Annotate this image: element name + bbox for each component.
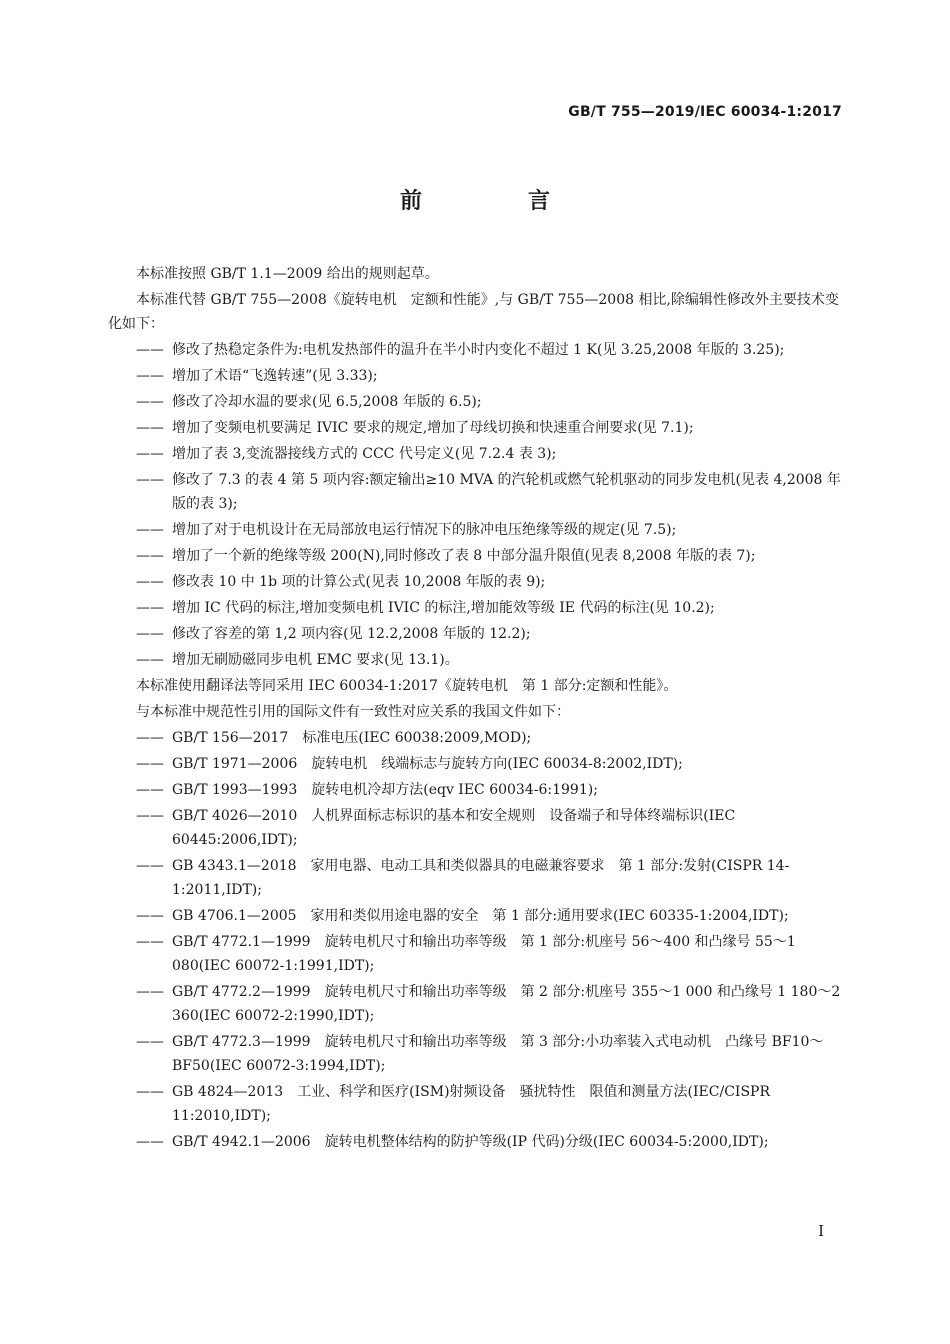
standard-code-header: GB/T 755—2019/IEC 60034-1:2017 [568, 104, 842, 120]
list-item [108, 416, 844, 440]
list-item-text: GB/T 1993—1993 旋转电机冷却方法(eqv IEC 60034-6:1991); [172, 782, 598, 798]
list-item-text: GB/T 4772.2—1999 旋转电机尺寸和输出功率等级 第 2 部分:机座号 355～1 000 和凸缘号 1 180～2 360(IEC 60072-2:1990,IDT); [172, 984, 841, 1024]
list-item [108, 930, 844, 978]
list-item-text: GB/T 4026—2010 人机界面标志标识的基本和安全规则 设备端子和导体终端标识(IEC 60445:2006,IDT); [172, 808, 736, 848]
list-item [108, 980, 844, 1028]
dash-mark: —— [136, 420, 164, 436]
dash-mark: —— [136, 574, 164, 590]
list-item-text: GB/T 4772.1—1999 旋转电机尺寸和输出功率等级 第 1 部分:机座号 56～400 和凸缘号 55～1 080(IEC 60072-1:1991,IDT); [172, 934, 796, 974]
list-item-text: GB 4706.1—2005 家用和类似用途电器的安全 第 1 部分:通用要求(IEC 60335-1:2004,IDT); [172, 908, 789, 924]
list-item [108, 468, 844, 516]
dash-mark: —— [136, 730, 164, 746]
dash-mark: —— [136, 984, 164, 1000]
page-number: I [818, 1222, 824, 1240]
paragraph-replacement: 本标准代替 GB/T 755—2008《旋转电机 定额和性能》,与 GB/T 755—2008 相比,除编辑性修改外主要技术变化如下： [108, 292, 839, 332]
list-item-text: 增加了对于电机设计在无局部放电运行情况下的脉冲电压绝缘等级的规定(见 7.5); [172, 522, 677, 538]
list-item [108, 854, 844, 902]
list-item [108, 726, 844, 750]
dash-mark: —— [136, 1134, 164, 1150]
list-item-text: 修改表 10 中 1b 项的计算公式(见表 10,2008 年版的表 9); [172, 574, 546, 590]
list-item-text: GB/T 4942.1—2006 旋转电机整体结构的防护等级(IP 代码)分级(IEC 60034-5:2000,IDT); [172, 1134, 769, 1150]
dash-mark: —— [136, 858, 164, 874]
list-item-text: 增加无刷励磁同步电机 EMC 要求(见 13.1)。 [172, 652, 459, 668]
paragraph-drafting-rules: 本标准按照 GB/T 1.1—2009 给出的规则起草。 [136, 266, 439, 282]
list-item-text: GB/T 4772.3—1999 旋转电机尺寸和输出功率等级 第 3 部分:小功率装入式电动机 凸缘号 BF10～BF50(IEC 60072-3:1994,IDT); [172, 1034, 824, 1074]
dash-mark: —— [136, 342, 164, 358]
list-item [108, 596, 844, 620]
list-item-text: GB 4343.1—2018 家用电器、电动工具和类似器具的电磁兼容要求 第 1 部分:发射(CISPR 14-1:2011,IDT); [172, 858, 790, 898]
references-list [108, 726, 844, 1154]
dash-mark: —— [136, 782, 164, 798]
list-item [108, 390, 844, 414]
dash-mark: —— [136, 446, 164, 462]
list-item-text: GB/T 1971—2006 旋转电机 线端标志与旋转方向(IEC 60034-8:2002,IDT); [172, 756, 683, 772]
list-item [108, 570, 844, 594]
dash-mark: —— [136, 626, 164, 642]
list-item [108, 752, 844, 776]
paragraph-adoption: 本标准使用翻译法等同采用 IEC 60034-1:2017《旋转电机 第 1 部分:定额和性能》。 [136, 678, 678, 694]
list-item-text: 增加了一个新的绝缘等级 200(N),同时修改了表 8 中部分温升限值(见表 8,2008 年版的表 7); [172, 548, 756, 564]
list-item [108, 544, 844, 568]
list-item [108, 622, 844, 646]
list-item [108, 338, 844, 362]
list-item-text: 增加 IC 代码的标注,增加变频电机 IVIC 的标注,增加能效等级 IE 代码的标注(见 10.2); [172, 600, 715, 616]
list-item [108, 904, 844, 928]
list-item [108, 1080, 844, 1128]
list-item [108, 1030, 844, 1078]
list-item [108, 1130, 844, 1154]
list-item-text: GB 4824—2013 工业、科学和医疗(ISM)射频设备 骚扰特性 限值和测量方法(IEC/CISPR 11:2010,IDT); [172, 1084, 770, 1124]
list-item [108, 804, 844, 852]
dash-mark: —— [136, 1084, 164, 1100]
list-item-text: 增加了表 3,变流器接线方式的 CCC 代号定义(见 7.2.4 表 3); [172, 446, 557, 462]
list-item-text: 增加了变频电机要满足 IVIC 要求的规定,增加了母线切换和快速重合闸要求(见 7.1); [172, 420, 694, 436]
list-item [108, 778, 844, 802]
changes-list [108, 338, 844, 672]
dash-mark: —— [136, 808, 164, 824]
dash-mark: —— [136, 394, 164, 410]
dash-mark: —— [136, 652, 164, 668]
dash-mark: —— [136, 756, 164, 772]
list-item [108, 518, 844, 542]
list-item-text: 修改了冷却水温的要求(见 6.5,2008 年版的 6.5); [172, 394, 482, 410]
list-item [108, 648, 844, 672]
list-item-text: 修改了 7.3 的表 4 第 5 项内容:额定输出≥10 MVA 的汽轮机或燃气轮机驱动的同步发电机(见表 4,2008 年版的表 3); [172, 472, 841, 512]
list-item [108, 364, 844, 388]
list-item-text: GB/T 156—2017 标准电压(IEC 60038:2009,MOD); [172, 730, 532, 746]
dash-mark: —— [136, 522, 164, 538]
dash-mark: —— [136, 1034, 164, 1050]
paragraph-references-intro: 与本标准中规范性引用的国际文件有一致性对应关系的我国文件如下： [136, 704, 570, 720]
dash-mark: —— [136, 548, 164, 564]
list-item-text: 增加了术语“飞逸转速”(见 3.33); [172, 368, 378, 384]
document-body [108, 262, 844, 1156]
dash-mark: —— [136, 368, 164, 384]
page-title: 前 言 [399, 189, 592, 214]
list-item [108, 442, 844, 466]
dash-mark: —— [136, 908, 164, 924]
dash-mark: —— [136, 600, 164, 616]
dash-mark: —— [136, 472, 164, 488]
dash-mark: —— [136, 934, 164, 950]
list-item-text: 修改了热稳定条件为:电机发热部件的温升在半小时内变化不超过 1 K(见 3.25,2008 年版的 3.25); [172, 342, 785, 358]
list-item-text: 修改了容差的第 1,2 项内容(见 12.2,2008 年版的 12.2); [172, 626, 531, 642]
